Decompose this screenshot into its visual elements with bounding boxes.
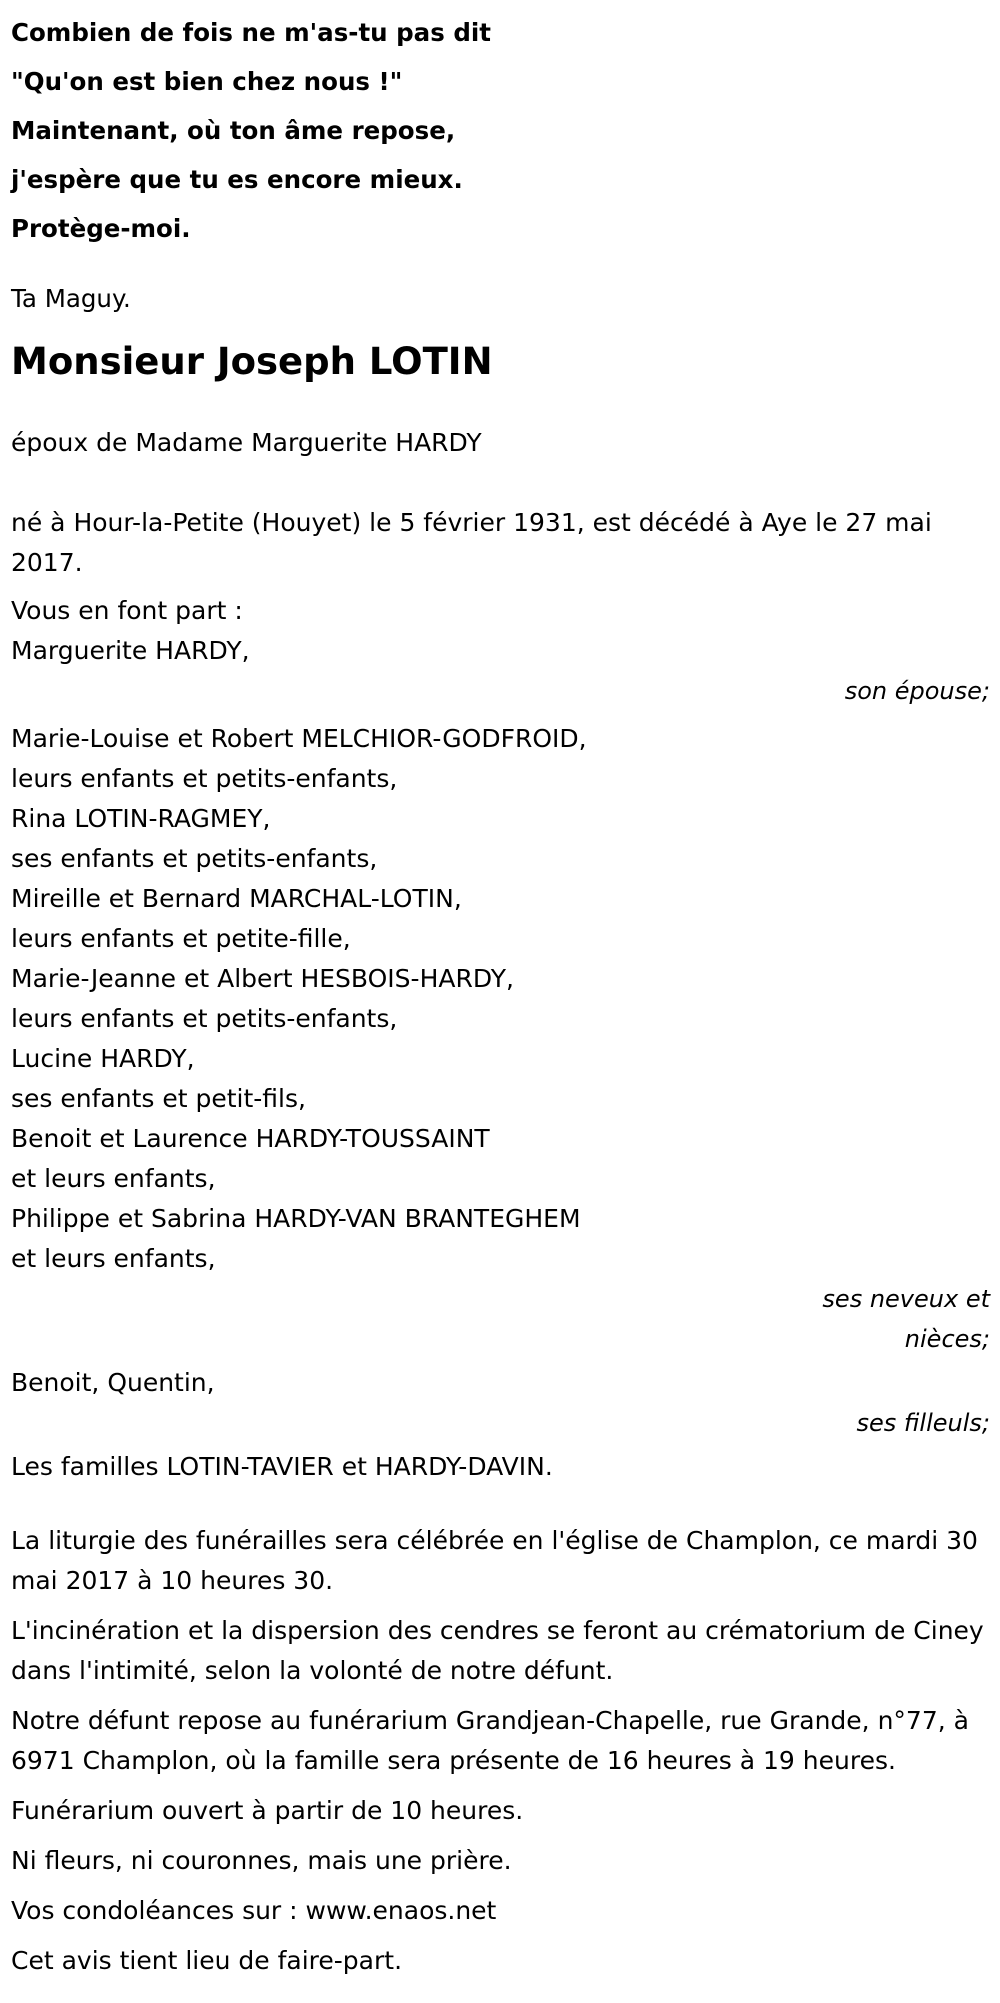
list-item: ses enfants et petit-fils, [11, 1084, 306, 1113]
deceased-name: Monsieur Joseph LOTIN [11, 340, 493, 383]
nephews-nieces-role: ses neveux et nièces; [822, 1285, 990, 1353]
godchildren-names: Benoit, Quentin, [11, 1368, 215, 1397]
poem-signature: Ta Maguy. [11, 284, 131, 313]
list-item: leurs enfants et petits-enfants, [11, 1004, 398, 1033]
announcement-intro: Vous en font part : [11, 596, 243, 625]
poem-line: Combien de fois ne m'as-tu pas dit [11, 18, 491, 47]
list-item: Lucine HARDY, [11, 1044, 195, 1073]
spouse-name: Marguerite HARDY, [11, 636, 250, 665]
spouse-role: son épouse; [844, 677, 990, 705]
list-item: Rina LOTIN-RAGMEY, [11, 804, 271, 833]
notice-line: Cet avis tient lieu de faire-part. [11, 1946, 403, 1975]
list-item: Mireille et Bernard MARCHAL-LOTIN, [11, 884, 462, 913]
birth-death-line: né à Hour-la-Petite (Houyet) le 5 février 1931, est décédé à Aye le 27 mai 2017. [11, 508, 932, 577]
list-item: et leurs enfants, [11, 1164, 216, 1193]
list-item: leurs enfants et petite-fille, [11, 924, 351, 953]
poem [11, 0, 990, 253]
list-item: leurs enfants et petits-enfants, [11, 764, 398, 793]
poem-line: "Qu'on est bien chez nous !" [11, 67, 403, 96]
list-item: ses enfants et petits-enfants, [11, 844, 378, 873]
poem-line: j'espère que tu es encore mieux. [11, 165, 463, 194]
cremation-paragraph: L'incinération et la dispersion des cendres se feront au crématorium de Ciney dans l'intimité, selon la volonté de notre défunt. [11, 1616, 984, 1685]
list-item: et leurs enfants, [11, 1244, 216, 1273]
flowers-line: Ni fleurs, ni couronnes, mais une prière. [11, 1846, 512, 1875]
liturgy-paragraph: La liturgie des funérailles sera célébrée en l'église de Champlon, ce mardi 30 mai 2017 à 10 heures 30. [11, 1526, 978, 1595]
poem-line: Protège-moi. [11, 214, 191, 243]
opening-hours-line: Funérarium ouvert à partir de 10 heures. [11, 1796, 524, 1825]
condolences-line: Vos condoléances sur : www.enaos.net [11, 1896, 497, 1925]
nephews-nieces-list [11, 719, 990, 1279]
spouse-line: époux de Madame Marguerite HARDY [11, 428, 482, 457]
funeral-home-paragraph: Notre défunt repose au funérarium Grandjean-Chapelle, rue Grande, n°77, à 6971 Champlon, où la famille sera présente de 16 heures à 19 heures. [11, 1706, 969, 1775]
list-item: Benoit et Laurence HARDY-TOUSSAINT [11, 1124, 490, 1153]
family-announcement [11, 591, 990, 1487]
godchildren-role: ses filleuls; [856, 1409, 990, 1437]
list-item: Marie-Louise et Robert MELCHIOR-GODFROID, [11, 724, 587, 753]
poem-line: Maintenant, où ton âme repose, [11, 116, 456, 145]
list-item: Marie-Jeanne et Albert HESBOIS-HARDY, [11, 964, 514, 993]
families-line: Les familles LOTIN-TAVIER et HARDY-DAVIN. [11, 1452, 553, 1481]
list-item: Philippe et Sabrina HARDY-VAN BRANTEGHEM [11, 1204, 581, 1233]
